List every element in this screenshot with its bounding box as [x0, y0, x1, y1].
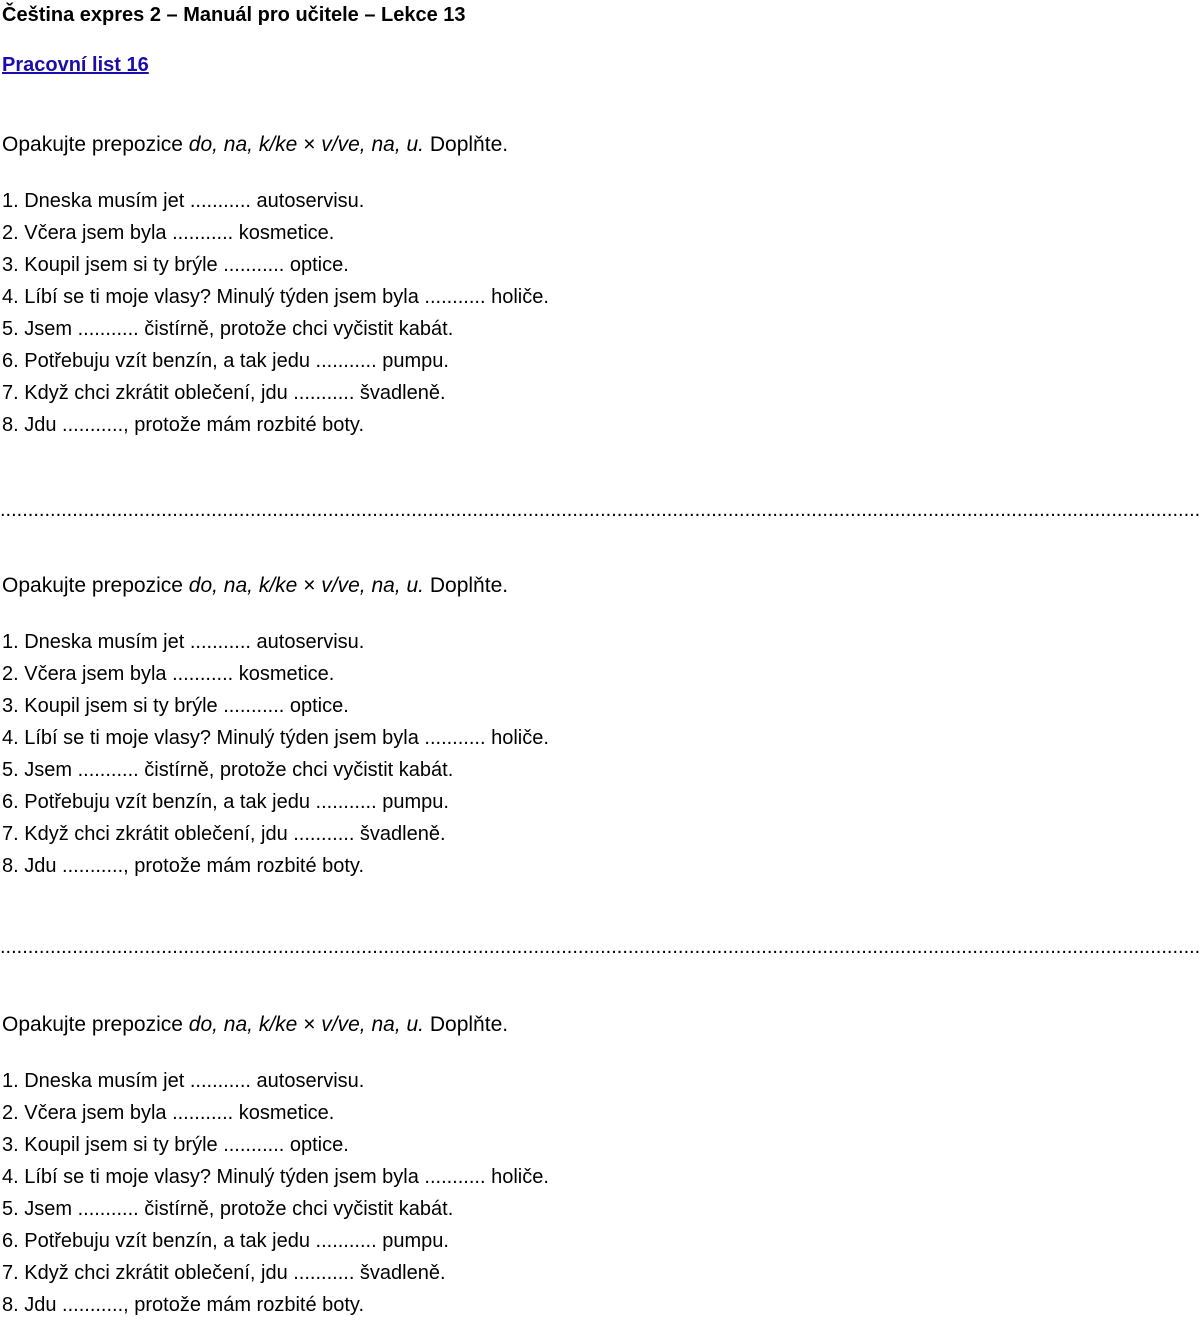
heading-instruction: Doplňte. — [424, 1013, 509, 1036]
exercise-item: 1. Dneska musím jet ........... autoservisu. — [2, 1070, 365, 1092]
exercise-item: 2. Včera jsem byla ........... kosmetice. — [2, 1102, 335, 1124]
worksheet-link[interactable]: Pracovní list 16 — [2, 54, 149, 76]
heading-italic-prepositions-1: do, na, k/ke — [188, 133, 298, 156]
exercise-list — [2, 1065, 952, 1321]
exercise-heading — [2, 573, 952, 599]
exercise-item: 2. Včera jsem byla ........... kosmetice. — [2, 663, 335, 685]
exercise-heading — [2, 1012, 952, 1038]
exercise-item: 6. Potřebuju vzít benzín, a tak jedu ........... pumpu. — [2, 1230, 449, 1252]
exercise-item: 5. Jsem ........... čistírně, protože chci vyčistit kabát. — [2, 318, 454, 340]
exercise-item: 1. Dneska musím jet ........... autoservisu. — [2, 631, 365, 653]
heading-instruction: Doplňte. — [424, 133, 509, 156]
heading-text: Opakujte prepozice — [2, 574, 189, 597]
exercise-item: 4. Líbí se ti moje vlasy? Minulý týden jsem byla ........... holiče. — [2, 727, 549, 749]
exercise-list — [2, 626, 952, 882]
heading-text: Opakujte prepozice — [2, 1013, 189, 1036]
heading-italic-prepositions-2: v/ve, na, u. — [321, 574, 425, 597]
heading-times-sign: × — [297, 574, 322, 597]
exercise-item: 2. Včera jsem byla ........... kosmetice. — [2, 222, 335, 244]
exercise-block-2 — [2, 573, 952, 882]
exercise-item: 6. Potřebuju vzít benzín, a tak jedu ........... pumpu. — [2, 791, 449, 813]
heading-italic-prepositions-1: do, na, k/ke — [188, 574, 298, 597]
exercise-item: 3. Koupil jsem si ty brýle ........... optice. — [2, 254, 349, 276]
heading-times-sign: × — [297, 1013, 322, 1036]
exercise-item: 3. Koupil jsem si ty brýle ........... optice. — [2, 695, 349, 717]
exercise-item: 6. Potřebuju vzít benzín, a tak jedu ........... pumpu. — [2, 350, 449, 372]
exercise-item: 3. Koupil jsem si ty brýle ........... optice. — [2, 1134, 349, 1156]
exercise-item: 8. Jdu ..........., protože mám rozbité boty. — [2, 1294, 365, 1316]
exercise-block-3 — [2, 1012, 952, 1321]
document-title: Čeština expres 2 – Manuál pro učitele – Lekce 13 — [2, 4, 466, 26]
exercise-item: 1. Dneska musím jet ........... autoservisu. — [2, 190, 365, 212]
exercise-item: 4. Líbí se ti moje vlasy? Minulý týden jsem byla ........... holiče. — [2, 286, 549, 308]
exercise-item: 7. Když chci zkrátit oblečení, jdu ........... švadleně. — [2, 382, 446, 404]
exercise-item: 8. Jdu ..........., protože mám rozbité boty. — [2, 414, 365, 436]
exercise-block-1 — [2, 132, 952, 441]
heading-times-sign: × — [297, 133, 322, 156]
heading-italic-prepositions-1: do, na, k/ke — [188, 1013, 298, 1036]
exercise-item: 7. Když chci zkrátit oblečení, jdu ........... švadleně. — [2, 1262, 446, 1284]
exercise-item: 4. Líbí se ti moje vlasy? Minulý týden jsem byla ........... holiče. — [2, 1166, 549, 1188]
exercise-item: 8. Jdu ..........., protože mám rozbité boty. — [2, 855, 365, 877]
heading-text: Opakujte prepozice — [2, 133, 189, 156]
exercise-item: 5. Jsem ........... čistírně, protože chci vyčistit kabát. — [2, 1198, 454, 1220]
exercise-item: 7. Když chci zkrátit oblečení, jdu ........... švadleně. — [2, 823, 446, 845]
heading-italic-prepositions-2: v/ve, na, u. — [321, 1013, 425, 1036]
exercise-item: 5. Jsem ........... čistírně, protože chci vyčistit kabát. — [2, 759, 454, 781]
cut-line-separator: ........................................................................................................................................................................................................................ — [0, 936, 1200, 958]
exercise-list — [2, 185, 952, 441]
exercise-heading — [2, 132, 952, 158]
heading-instruction: Doplňte. — [424, 574, 509, 597]
cut-line-separator: ........................................................................................................................................................................................................................ — [0, 499, 1200, 521]
heading-italic-prepositions-2: v/ve, na, u. — [321, 133, 425, 156]
